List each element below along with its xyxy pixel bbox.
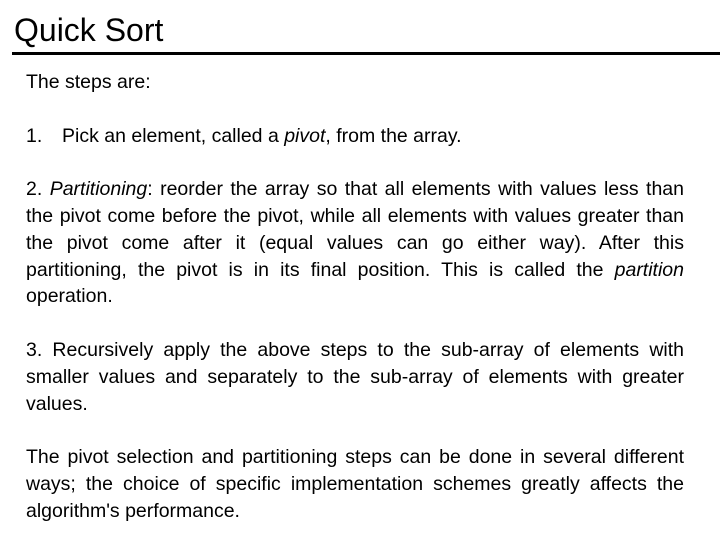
closing-paragraph: The pivot selection and partitioning steps can be done in several different ways; the choice of specific implementation schemes greatly affects the algorithm's performance. — [26, 446, 684, 522]
step-2 — [26, 176, 684, 310]
step-1-number: 1. — [26, 124, 43, 147]
step-1-text-pre: Pick an element, called a — [62, 124, 285, 147]
intro-text: The steps are: — [26, 71, 151, 93]
step-2-term-partitioning: Partitioning — [49, 178, 148, 201]
step-1-text-post: , from the array. — [325, 124, 462, 147]
step-1-term-pivot: pivot — [284, 124, 326, 147]
title-underline — [12, 52, 720, 55]
slide-body — [26, 69, 684, 525]
step-2-term-partition: partition — [614, 258, 684, 281]
step-2-text: : reorder the array so that all elements with values less than the pivot come before the pivot, while all elements with values greater than the pivot come after it (equal values can go either way). After this partitioning, the pivot is in its final position. This is called the — [26, 178, 685, 281]
step-1 — [26, 123, 684, 150]
step-3: 3. Recursively apply the above steps to the sub-array of elements with smaller values and separately to the sub-array of elements with greater values. — [26, 338, 684, 415]
slide-title: Quick Sort — [14, 12, 164, 48]
step-2-text-post: operation. — [26, 285, 113, 308]
step-2-number: 2. — [26, 178, 50, 201]
